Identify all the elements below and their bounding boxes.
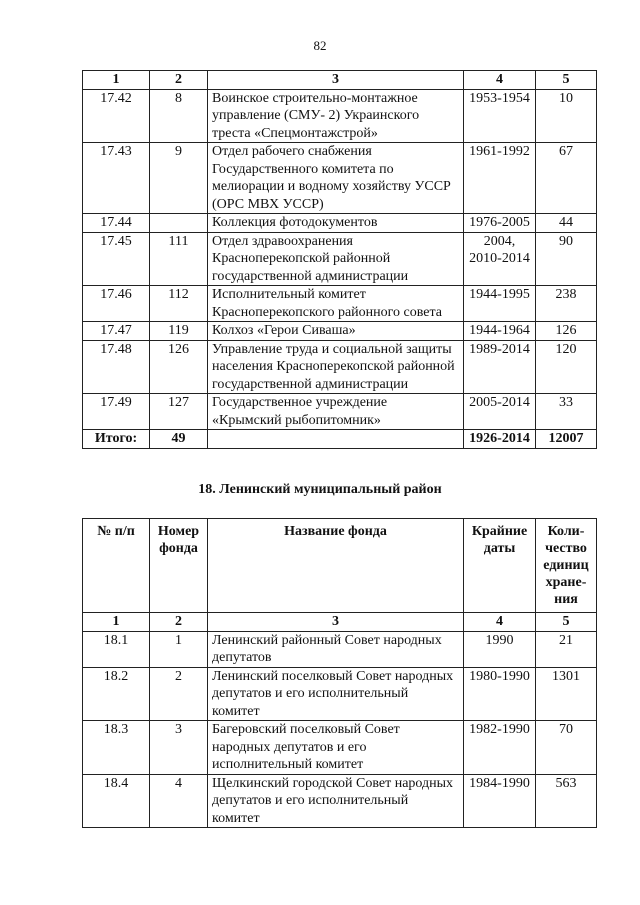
row-number: 17.43 <box>83 143 150 214</box>
unit-count: 1301 <box>536 667 597 721</box>
row-number: 17.44 <box>83 214 150 233</box>
total-empty-cell <box>208 430 464 449</box>
fond-name: Колхоз «Герои Сиваша» <box>208 322 464 341</box>
header-row-number: № п/п <box>83 519 150 613</box>
fond-name: Щелкинский городской Совет народных депутатов и его исполнительный комитет <box>208 774 464 828</box>
date-range: 1980-1990 <box>464 667 536 721</box>
header-fond-number: Номер фонда <box>150 519 208 613</box>
fond-name: Отдел здравоохранения Красноперекопской районной государственной администрации <box>208 232 464 286</box>
column-number: 1 <box>83 613 150 632</box>
fond-number: 1 <box>150 631 208 667</box>
fond-name: Ленинский районный Совет народных депутатов <box>208 631 464 667</box>
table-row <box>83 667 597 721</box>
header-row <box>83 519 597 613</box>
unit-count: 563 <box>536 774 597 828</box>
total-row <box>83 430 597 449</box>
column-number-row <box>83 71 597 90</box>
fond-name: Исполнительный комитет Красноперекопского районного совета <box>208 286 464 322</box>
fond-name: Воинское строительно-монтажное управление (СМУ- 2) Украинского треста «Спецмонтажстрой» <box>208 89 464 143</box>
column-number: 5 <box>536 71 597 90</box>
row-number: 18.1 <box>83 631 150 667</box>
row-number: 17.46 <box>83 286 150 322</box>
column-number: 1 <box>83 71 150 90</box>
page-number: 82 <box>313 38 327 53</box>
total-date-range: 1926-2014 <box>464 430 536 449</box>
fond-name: Багеровский поселковый Совет народных депутатов и его исполнительный комитет <box>208 721 464 775</box>
fond-number: 126 <box>150 340 208 394</box>
date-range: 2004, 2010-2014 <box>464 232 536 286</box>
fond-number: 111 <box>150 232 208 286</box>
fond-name: Отдел рабочего снабжения Государственного комитета по мелиорации и водному хозяйству УССР (ОРС МВХ УССР) <box>208 143 464 214</box>
row-number: 17.45 <box>83 232 150 286</box>
date-range: 1990 <box>464 631 536 667</box>
table-row <box>83 214 597 233</box>
fonds-table-continued <box>82 70 597 449</box>
fond-number: 3 <box>150 721 208 775</box>
total-fond-count: 49 <box>150 430 208 449</box>
unit-count: 120 <box>536 340 597 394</box>
fond-name: Управление труда и социальной защиты населения Красноперекопской районной государственной администрации <box>208 340 464 394</box>
fonds-table-leninsky <box>82 518 597 828</box>
column-number: 2 <box>150 71 208 90</box>
date-range: 1953-1954 <box>464 89 536 143</box>
date-range: 1984-1990 <box>464 774 536 828</box>
fond-number: 2 <box>150 667 208 721</box>
fond-number: 4 <box>150 774 208 828</box>
row-number: 17.47 <box>83 322 150 341</box>
column-number: 4 <box>464 71 536 90</box>
date-range: 1989-2014 <box>464 340 536 394</box>
unit-count: 21 <box>536 631 597 667</box>
fond-number: 119 <box>150 322 208 341</box>
fond-number: 8 <box>150 89 208 143</box>
table-row <box>83 143 597 214</box>
row-number: 18.4 <box>83 774 150 828</box>
table-row <box>83 322 597 341</box>
date-range: 1961-1992 <box>464 143 536 214</box>
header-date-range: Крайние даты <box>464 519 536 613</box>
fond-number: 127 <box>150 394 208 430</box>
fond-number: 112 <box>150 286 208 322</box>
column-number-row <box>83 613 597 632</box>
column-number: 4 <box>464 613 536 632</box>
column-number: 5 <box>536 613 597 632</box>
row-number: 17.48 <box>83 340 150 394</box>
date-range: 2005-2014 <box>464 394 536 430</box>
table-row <box>83 774 597 828</box>
row-number: 18.3 <box>83 721 150 775</box>
date-range: 1944-1995 <box>464 286 536 322</box>
fond-name: Ленинский поселковый Совет народных депутатов и его исполнительный комитет <box>208 667 464 721</box>
table-row <box>83 89 597 143</box>
table-row <box>83 394 597 430</box>
unit-count: 238 <box>536 286 597 322</box>
fond-name: Коллекция фотодокументов <box>208 214 464 233</box>
unit-count: 33 <box>536 394 597 430</box>
total-label: Итого: <box>83 430 150 449</box>
date-range: 1976-2005 <box>464 214 536 233</box>
table-row <box>83 340 597 394</box>
date-range: 1982-1990 <box>464 721 536 775</box>
table-row <box>83 232 597 286</box>
unit-count: 126 <box>536 322 597 341</box>
table-row <box>83 631 597 667</box>
column-number: 3 <box>208 71 464 90</box>
unit-count: 90 <box>536 232 597 286</box>
date-range: 1944-1964 <box>464 322 536 341</box>
unit-count: 67 <box>536 143 597 214</box>
fond-number: 9 <box>150 143 208 214</box>
unit-count: 44 <box>536 214 597 233</box>
fond-name: Государственное учреждение «Крымский рыбопитомник» <box>208 394 464 430</box>
header-fond-name: Название фонда <box>208 519 464 613</box>
total-unit-count: 12007 <box>536 430 597 449</box>
row-number: 17.49 <box>83 394 150 430</box>
row-number: 18.2 <box>83 667 150 721</box>
section-heading: 18. Ленинский муниципальный район <box>198 482 442 497</box>
unit-count: 10 <box>536 89 597 143</box>
row-number: 17.42 <box>83 89 150 143</box>
fond-number <box>150 214 208 233</box>
unit-count: 70 <box>536 721 597 775</box>
table-row <box>83 721 597 775</box>
table-row <box>83 286 597 322</box>
column-number: 3 <box>208 613 464 632</box>
column-number: 2 <box>150 613 208 632</box>
header-unit-count: Коли-чество единиц хране-ния <box>536 519 597 613</box>
